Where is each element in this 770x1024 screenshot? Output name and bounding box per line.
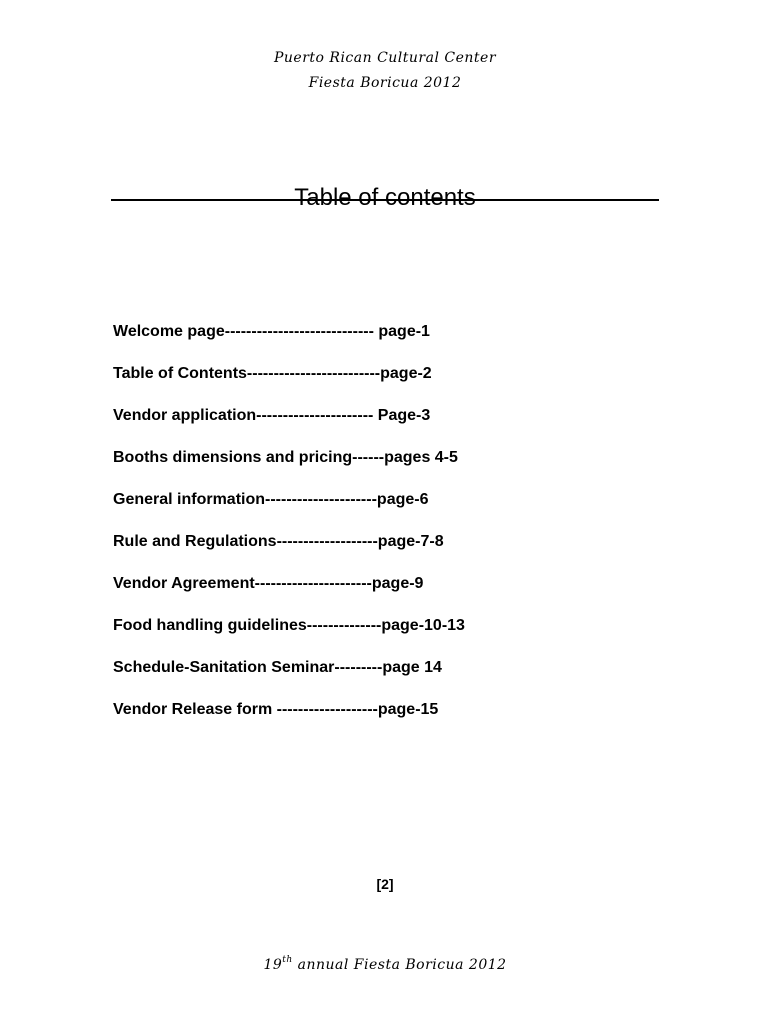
toc-entry-vendor-application: Vendor application---------------------- Page-3	[113, 407, 431, 424]
page-title: Table of contents	[294, 184, 476, 212]
toc-entry-welcome: Welcome page---------------------------- page-1	[113, 323, 430, 340]
footer-suffix: th	[282, 955, 293, 965]
page-number: [2]	[376, 876, 394, 892]
footer-number: 19	[263, 957, 283, 973]
toc-entry-sanitation-seminar: Schedule-Sanitation Seminar---------page 14	[113, 659, 442, 676]
footer-text: annual Fiesta Boricua 2012	[292, 957, 507, 973]
toc-entry-rules: Rule and Regulations-------------------page-7-8	[113, 533, 444, 550]
footer	[0, 955, 770, 973]
toc-list	[113, 320, 713, 740]
toc-entry-table-of-contents: Table of Contents-------------------------page-2	[113, 365, 432, 382]
toc-entry-booths: Booths dimensions and pricing------pages 4-5	[113, 449, 458, 466]
toc-entry-vendor-agreement: Vendor Agreement----------------------page-9	[113, 575, 424, 592]
toc-entry-general-information: General information---------------------page-6	[113, 491, 429, 508]
toc-entry-food-handling: Food handling guidelines--------------page-10-13	[113, 617, 465, 634]
header-event: Fiesta Boricua 2012	[308, 75, 462, 91]
header-organization: Puerto Rican Cultural Center	[273, 50, 497, 66]
toc-entry-vendor-release: Vendor Release form -------------------page-15	[113, 701, 439, 718]
title-underline	[111, 199, 659, 201]
